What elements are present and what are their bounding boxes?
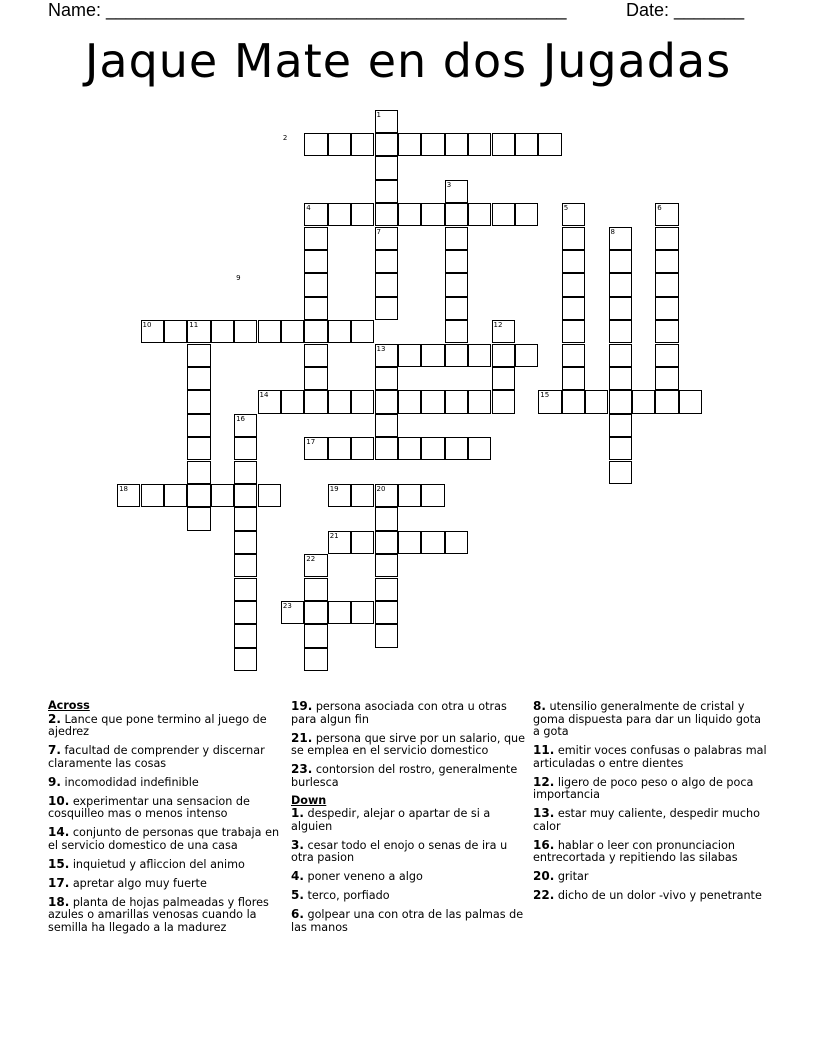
grid-cell[interactable]: [351, 133, 374, 156]
grid-cell[interactable]: [187, 437, 210, 460]
grid-clue-number: 4: [306, 204, 311, 213]
grid-cell[interactable]: [398, 531, 421, 554]
clue-text: emitir voces confusas o palabras mal articuladas o entre dientes: [533, 744, 767, 770]
grid-clue-number: 17: [306, 438, 316, 447]
grid-cell[interactable]: [304, 133, 327, 156]
clue-text: incomodidad indefinible: [60, 775, 199, 789]
clue-item: [48, 744, 284, 770]
grid-cell[interactable]: [468, 344, 491, 367]
grid-cell[interactable]: [375, 390, 398, 413]
clue-number: 10.: [48, 793, 70, 808]
grid-cell[interactable]: [421, 484, 444, 507]
grid-cell[interactable]: [328, 203, 351, 226]
clue-text: facultad de comprender y discernar claramente las cosas: [48, 744, 265, 770]
grid-cell[interactable]: [445, 133, 468, 156]
grid-cell[interactable]: [421, 531, 444, 554]
grid-cell[interactable]: [445, 344, 468, 367]
grid-cell[interactable]: [468, 133, 491, 156]
grid-cell[interactable]: [492, 344, 515, 367]
clue-item: [291, 908, 527, 934]
grid-clue-number: 6: [657, 204, 662, 213]
grid-clue-number: 1: [376, 110, 381, 119]
grid-cell[interactable]: [421, 390, 444, 413]
grid-cell[interactable]: [375, 203, 398, 226]
clue-item: [48, 713, 284, 739]
grid-cell[interactable]: [609, 297, 632, 320]
name-field-label: Name: ______________________________________________: [48, 0, 567, 20]
grid-cell[interactable]: [445, 250, 468, 273]
grid-cell[interactable]: [609, 390, 632, 413]
clue-item: [291, 839, 527, 865]
clue-number: 12.: [533, 774, 555, 789]
across-clues-list-2: [291, 700, 527, 789]
grid-cell[interactable]: [375, 437, 398, 460]
grid-cell[interactable]: [515, 203, 538, 226]
grid-cell[interactable]: [655, 320, 678, 343]
clue-number: 6.: [291, 907, 304, 921]
grid-cell[interactable]: [445, 320, 468, 343]
clues-column-1: [48, 700, 284, 940]
grid-cell[interactable]: [234, 461, 257, 484]
grid-cell[interactable]: [211, 484, 234, 507]
grid-cell[interactable]: [187, 367, 210, 390]
grid-cell[interactable]: [304, 297, 327, 320]
grid-cell[interactable]: [351, 203, 374, 226]
grid-cell[interactable]: [304, 320, 327, 343]
grid-cell[interactable]: [234, 624, 257, 647]
grid-cell[interactable]: [304, 578, 327, 601]
clue-text: ligero de poco peso o algo de poca importancia: [533, 775, 754, 801]
grid-cell[interactable]: [375, 133, 398, 156]
grid-cell[interactable]: [445, 203, 468, 226]
grid-cell[interactable]: [281, 320, 304, 343]
grid-cell[interactable]: [351, 531, 374, 554]
clue-text: poner veneno a algo: [303, 870, 423, 883]
grid-cell[interactable]: [562, 227, 585, 250]
grid-cell[interactable]: [141, 484, 164, 507]
clue-item: [48, 877, 284, 891]
clue-number: 4.: [291, 869, 304, 883]
grid-cell[interactable]: [375, 250, 398, 273]
grid-cell[interactable]: [234, 648, 257, 671]
grid-cell[interactable]: [304, 344, 327, 367]
clue-number: 7.: [48, 743, 61, 757]
grid-clue-number: 15: [540, 391, 550, 400]
grid-cell[interactable]: [655, 227, 678, 250]
grid-cell[interactable]: [492, 367, 515, 390]
grid-cell[interactable]: [398, 344, 421, 367]
grid-cell[interactable]: [234, 507, 257, 530]
grid-cell[interactable]: [351, 437, 374, 460]
clue-item: [48, 826, 284, 852]
grid-clue-number: 10: [142, 321, 152, 330]
grid-cell[interactable]: [304, 601, 327, 624]
grid-cell[interactable]: [492, 390, 515, 413]
grid-cell[interactable]: [375, 367, 398, 390]
grid-cell[interactable]: [351, 390, 374, 413]
clue-item: [291, 763, 527, 789]
grid-cell[interactable]: [351, 484, 374, 507]
clue-text: gritar: [554, 870, 589, 883]
grid-cell[interactable]: [234, 578, 257, 601]
grid-cell[interactable]: [187, 461, 210, 484]
clue-number: 3.: [291, 837, 304, 852]
down-heading: Down: [291, 793, 327, 807]
grid-cell[interactable]: [234, 531, 257, 554]
clue-item: [291, 889, 527, 903]
grid-cell[interactable]: [655, 367, 678, 390]
clue-item: [533, 807, 769, 833]
clue-text: utensilio generalmente de cristal y goma dispuesta para dar un liquido gota a gota: [533, 700, 762, 738]
grid-cell[interactable]: [281, 390, 304, 413]
grid-cell[interactable]: [655, 344, 678, 367]
clue-text: cesar todo el enojo o senas de ira u otra pasion: [291, 838, 508, 864]
grid-cell[interactable]: [655, 297, 678, 320]
grid-cell[interactable]: [655, 273, 678, 296]
grid-cell[interactable]: [328, 437, 351, 460]
grid-cell[interactable]: [492, 133, 515, 156]
grid-cell[interactable]: [562, 390, 585, 413]
grid-cell[interactable]: [375, 601, 398, 624]
grid-cell[interactable]: [515, 344, 538, 367]
grid-clue-number: 23: [282, 601, 292, 610]
clue-number: 22.: [533, 888, 555, 902]
clue-number: 8.: [533, 699, 546, 713]
grid-cell[interactable]: [234, 320, 257, 343]
clue-number: 13.: [533, 806, 555, 820]
grid-cell[interactable]: [234, 437, 257, 460]
across-heading: Across: [48, 699, 90, 712]
grid-cell[interactable]: [421, 133, 444, 156]
clue-number: 21.: [291, 730, 313, 745]
clue-text: contorsion del rostro, generalmente burlesca: [291, 763, 518, 789]
clue-number: 16.: [533, 837, 555, 852]
clue-text: terco, porfiado: [303, 889, 390, 902]
grid-cell[interactable]: [328, 390, 351, 413]
grid-cell[interactable]: [234, 601, 257, 624]
grid-clue-number: 8: [610, 227, 615, 236]
grid-cell[interactable]: [609, 250, 632, 273]
grid-cell[interactable]: [609, 461, 632, 484]
grid-clue-number: 20: [376, 484, 386, 493]
grid-cell[interactable]: [655, 390, 678, 413]
clue-text: conjunto de personas que trabaja en el servicio domestico de una casa: [48, 826, 280, 852]
grid-cell[interactable]: [375, 554, 398, 577]
grid-cell[interactable]: [328, 320, 351, 343]
clue-text: planta de hojas palmeadas y flores azules o amarillas venosas cuando la semilla ha llegado a la madurez: [48, 895, 269, 934]
grid-cell[interactable]: [375, 414, 398, 437]
grid-clue-number: 19: [329, 484, 339, 493]
clue-item: [291, 700, 527, 726]
grid-cell[interactable]: [585, 390, 608, 413]
clue-item: [48, 896, 284, 935]
grid-cell[interactable]: [187, 390, 210, 413]
clue-item: [533, 839, 769, 865]
grid-cell[interactable]: [304, 624, 327, 647]
clue-item: [291, 870, 527, 884]
grid-cell[interactable]: [351, 601, 374, 624]
clue-number: 15.: [48, 856, 70, 871]
grid-cell[interactable]: [421, 437, 444, 460]
grid-cell[interactable]: [562, 320, 585, 343]
grid-cell[interactable]: [328, 133, 351, 156]
clue-text: despedir, alejar o apartar de si a alguien: [291, 807, 491, 833]
clue-item: [48, 858, 284, 872]
grid-cell[interactable]: [421, 344, 444, 367]
grid-cell[interactable]: [375, 297, 398, 320]
grid-clue-number: 13: [376, 344, 386, 353]
grid-cell[interactable]: [304, 367, 327, 390]
grid-clue-number: 21: [329, 531, 339, 540]
grid-cell[interactable]: [304, 390, 327, 413]
grid-cell[interactable]: [632, 390, 655, 413]
clue-text: hablar o leer con pronunciacion entrecortada y repitiendo las silabas: [533, 838, 738, 864]
grid-cell[interactable]: [187, 484, 210, 507]
clue-number: 2.: [48, 711, 61, 726]
clue-number: 19.: [291, 699, 313, 713]
grid-cell[interactable]: [492, 203, 515, 226]
clue-text: inquietud y afliccion del animo: [69, 857, 245, 871]
grid-cell[interactable]: [655, 250, 678, 273]
grid-cell[interactable]: [375, 180, 398, 203]
grid-cell[interactable]: [375, 507, 398, 530]
grid-cell[interactable]: [164, 484, 187, 507]
grid-cell[interactable]: [515, 133, 538, 156]
grid-cell[interactable]: [562, 344, 585, 367]
clue-number: 23.: [291, 762, 313, 776]
clues-column-3: [533, 700, 769, 908]
grid-cell[interactable]: [445, 437, 468, 460]
clue-text: persona asociada con otra u otras para algun fin: [291, 700, 507, 726]
grid-cell[interactable]: [445, 531, 468, 554]
grid-cell[interactable]: [609, 414, 632, 437]
grid-cell[interactable]: [445, 390, 468, 413]
grid-cell[interactable]: [468, 437, 491, 460]
grid-cell[interactable]: [445, 273, 468, 296]
down-clues-list-1: [291, 807, 527, 934]
grid-clue-number: 7: [376, 227, 381, 236]
grid-cell[interactable]: [234, 484, 257, 507]
grid-cell[interactable]: [445, 227, 468, 250]
grid-clue-number: 3: [446, 180, 452, 189]
grid-cell[interactable]: [375, 156, 398, 179]
grid-cell[interactable]: [609, 320, 632, 343]
grid-clue-number: 18: [119, 484, 129, 493]
clue-item: [291, 732, 527, 758]
grid-cell[interactable]: [375, 531, 398, 554]
grid-cell[interactable]: [351, 320, 374, 343]
grid-cell[interactable]: [187, 507, 210, 530]
grid-clue-number: 22: [306, 555, 316, 564]
clue-text: experimentar una sensacion de cosquilleo mas o menos intenso: [48, 794, 250, 820]
clue-item: [48, 795, 284, 821]
clue-number: 20.: [533, 869, 555, 883]
grid-cell[interactable]: [562, 367, 585, 390]
grid-cell[interactable]: [164, 320, 187, 343]
grid-cell[interactable]: [609, 273, 632, 296]
grid-cell[interactable]: [609, 344, 632, 367]
grid-clue-number: 16: [236, 414, 246, 423]
grid-cell[interactable]: [258, 320, 281, 343]
clue-number: 5.: [291, 888, 304, 902]
grid-cell[interactable]: [234, 554, 257, 577]
clue-item: [533, 776, 769, 802]
grid-cell[interactable]: [398, 437, 421, 460]
grid-cell[interactable]: [398, 203, 421, 226]
across-clues-list-1: [48, 713, 284, 935]
clue-item: [533, 700, 769, 739]
grid-cell[interactable]: [562, 250, 585, 273]
clue-text: Lance que pone termino al juego de ajedrez: [48, 712, 267, 738]
clue-number: 11.: [533, 743, 555, 757]
page-title: Jaque Mate en dos Jugadas: [84, 34, 732, 88]
grid-clue-number: 9: [236, 274, 241, 283]
grid-cell[interactable]: [398, 390, 421, 413]
grid-clue-number: 14: [259, 391, 269, 400]
grid-cell[interactable]: [328, 601, 351, 624]
clue-text: golpear una con otra de las palmas de las manos: [291, 908, 524, 934]
clue-number: 18.: [48, 894, 70, 909]
grid-cell[interactable]: [187, 344, 210, 367]
grid-cell[interactable]: [375, 624, 398, 647]
grid-cell[interactable]: [609, 437, 632, 460]
grid-cell[interactable]: [538, 133, 561, 156]
grid-cell[interactable]: [562, 297, 585, 320]
grid-cell[interactable]: [679, 390, 702, 413]
grid-cell[interactable]: [187, 414, 210, 437]
clue-text: dicho de un dolor -vivo y penetrante: [554, 889, 762, 902]
grid-cell[interactable]: [398, 484, 421, 507]
grid-cell[interactable]: [468, 390, 491, 413]
clue-item: [533, 889, 769, 903]
clue-number: 9.: [48, 774, 61, 789]
grid-cell[interactable]: [398, 133, 421, 156]
clue-text: persona que sirve por un salario, que se emplea en el servicio domestico: [291, 731, 526, 757]
grid-cell[interactable]: [445, 297, 468, 320]
grid-cell[interactable]: [562, 273, 585, 296]
clue-text: apretar algo muy fuerte: [69, 876, 207, 890]
clues-column-2: [291, 700, 527, 940]
grid-cell[interactable]: [304, 648, 327, 671]
clue-item: [533, 870, 769, 884]
grid-clue-number: 12: [493, 321, 503, 330]
grid-cell[interactable]: [258, 484, 281, 507]
clue-number: 1.: [291, 806, 304, 820]
grid-cell[interactable]: [609, 367, 632, 390]
clue-item: [291, 807, 527, 833]
grid-cell[interactable]: [421, 203, 444, 226]
grid-clue-number: 11: [189, 321, 199, 330]
grid-cell[interactable]: [304, 273, 327, 296]
clue-item: [48, 776, 284, 790]
date-field-label: Date: _______: [626, 0, 745, 20]
clue-number: 17.: [48, 875, 70, 890]
grid-cell[interactable]: [211, 320, 234, 343]
grid-cell[interactable]: [375, 273, 398, 296]
clue-item: [533, 744, 769, 770]
clue-text: estar muy caliente, despedir mucho calor: [533, 807, 760, 833]
grid-cell[interactable]: [304, 250, 327, 273]
grid-cell[interactable]: [468, 203, 491, 226]
down-clues-list-2: [533, 700, 769, 903]
grid-cell[interactable]: [304, 227, 327, 250]
grid-clue-number: 2: [282, 133, 288, 142]
clue-number: 14.: [48, 825, 70, 839]
grid-cell[interactable]: [375, 578, 398, 601]
grid-clue-number: 5: [563, 204, 569, 213]
